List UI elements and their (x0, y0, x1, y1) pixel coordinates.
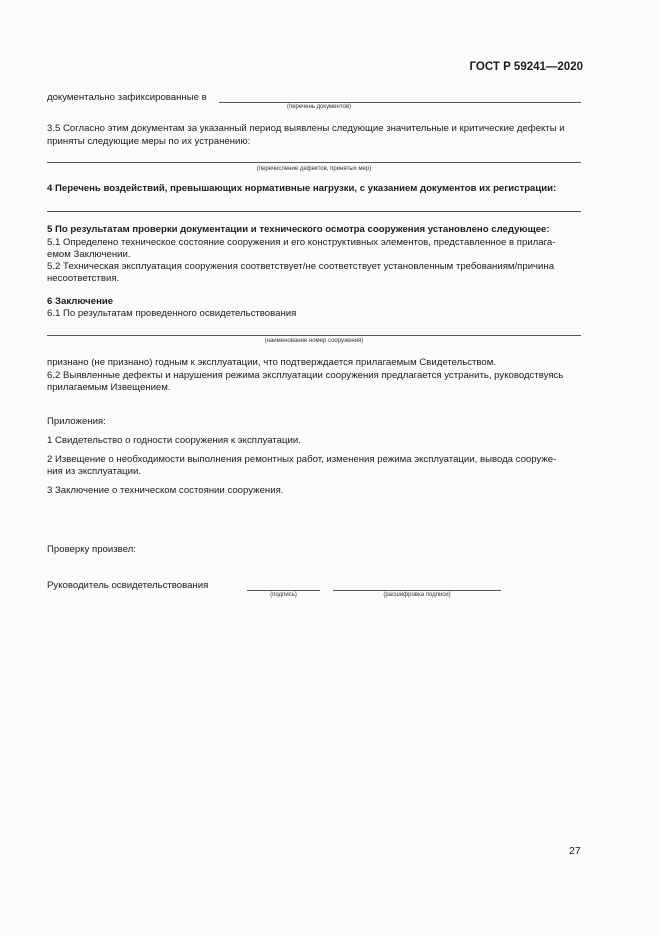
appendix-item-3: 3 Заключение о техническом состоянии сооружения. (47, 485, 284, 496)
signature-decode-caption: (расшифровка подписи) (383, 592, 451, 598)
appendices-title: Приложения: (47, 416, 106, 427)
p51-line1: 5.1 Определено техническое состояние сооружения и его конструктивных элементов, представленное в прилага- (47, 237, 556, 248)
p51-line2: емом Заключении. (47, 249, 131, 260)
p62-line1: 6.2 Выявленные дефекты и нарушения режима эксплуатации сооружения предлагается устранить, руководствуясь (47, 370, 564, 381)
impacts-fill-line[interactable] (47, 211, 581, 212)
signature-caption: (подпись) (270, 592, 297, 598)
p35-line2: приняты следующие меры по их устранению: (47, 136, 251, 147)
p61: 6.1 По результатам проведенного освидетельствования (47, 308, 297, 319)
p52-line2: несоответствия. (47, 273, 120, 284)
page-number: 27 (569, 845, 581, 857)
structure-caption: (наименование номер сооружения) (264, 338, 364, 344)
p61-continuation: признано (не признано) годным к эксплуатации, что подтверждается прилагаемым Свидетельством. (47, 357, 497, 368)
structure-fill-line[interactable] (47, 335, 581, 336)
section-4-heading: 4 Перечень воздействий, превышающих нормативные нагрузки, с указанием документов их регистрации: (47, 183, 557, 194)
section-6-heading: 6 Заключение (47, 296, 114, 307)
p35-line1: 3.5 Согласно этим документам за указанный период выявлены следующие значительные и критические дефекты и (47, 123, 565, 134)
p52-line1: 5.2 Техническая эксплуатация сооружения соответствует/не соответствует установленным требованиям/причина (47, 261, 555, 272)
doc-prefix: документально зафиксированные в (47, 92, 207, 103)
standard-number: ГОСТ Р 59241—2020 (469, 61, 583, 73)
appendix-item-2-line1: 2 Извещение о необходимости выполнения ремонтных работ, изменения режима эксплуатации, вывода сооруже- (47, 454, 557, 465)
defects-fill-line[interactable] (47, 162, 581, 163)
section-5-heading: 5 По результатам проверки документации и технического осмотра сооружения установлено следующее: (47, 224, 550, 235)
appendix-item-1: 1 Свидетельство о годности сооружения к эксплуатации. (47, 435, 301, 446)
signature-decode-fill-line[interactable] (333, 590, 501, 591)
defects-caption: (перечисление дефектов, принятых мер) (256, 166, 372, 172)
signature-fill-line[interactable] (247, 590, 320, 591)
documents-fill-line[interactable] (219, 102, 581, 103)
appendix-item-2-line2: ния из эксплуатации. (47, 466, 142, 477)
documents-caption: (перечень документов) (286, 104, 352, 110)
role-label: Руководитель освидетельствования (47, 580, 209, 591)
p62-line2: прилагаемым Извещением. (47, 382, 171, 393)
performed-by-label: Проверку произвел: (47, 544, 136, 555)
